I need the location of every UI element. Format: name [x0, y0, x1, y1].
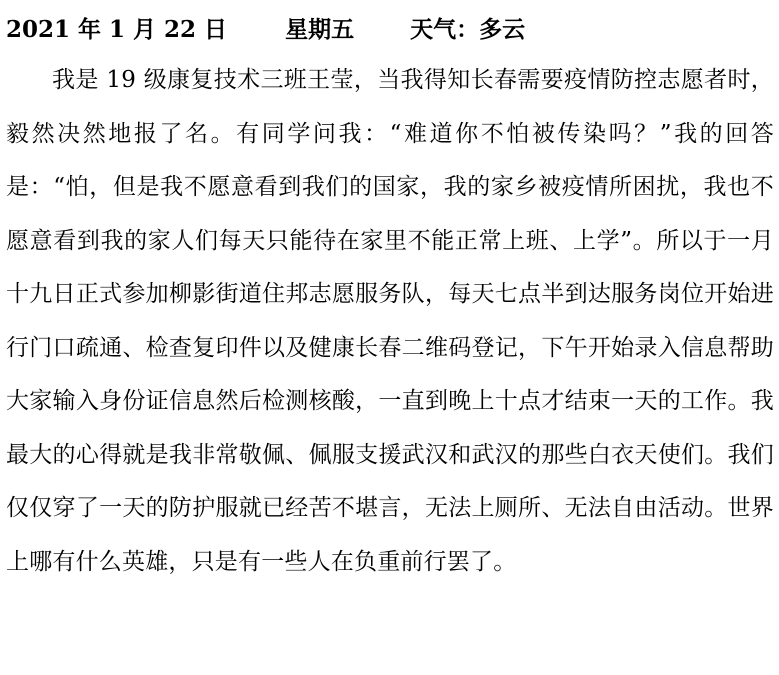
- weekday-text: 星期五: [285, 15, 355, 43]
- date-text: 2021 年 1 月 22 日: [6, 15, 228, 43]
- diary-header: [6, 0, 774, 54]
- document: [6, 0, 774, 589]
- body-paragraph: 我是 19 级康复技术三班王莹，当我得知长春需要疫情防控志愿者时，毅然决然地报了名。有同学问我：“难道你不怕被传染吗？”我的回答是：“怕，但是我不愿意看到我们的国家，我的家乡被疫情所困扰，我也不愿意看到我的家人们每天只能待在家里不能正常上班、上学”。所以于一月十九日正式参加柳影街道住邦志愿服务队，每天七点半到达服务岗位开始进行门口疏通、检查复印件以及健康长春二维码登记，下午开始录入信息帮助大家输入身份证信息然后检测核酸，一直到晚上十点才结束一天的工作。我最大的心得就是我非常敬佩、佩服支援武汉和武汉的那些白衣天使们。我们仅仅穿了一天的防护服就已经苦不堪言，无法上厕所、无法自由活动。世界上哪有什么英雄，只是有一些人在负重前行罢了。: [6, 67, 774, 575]
- weather-text: 天气：多云: [410, 15, 526, 43]
